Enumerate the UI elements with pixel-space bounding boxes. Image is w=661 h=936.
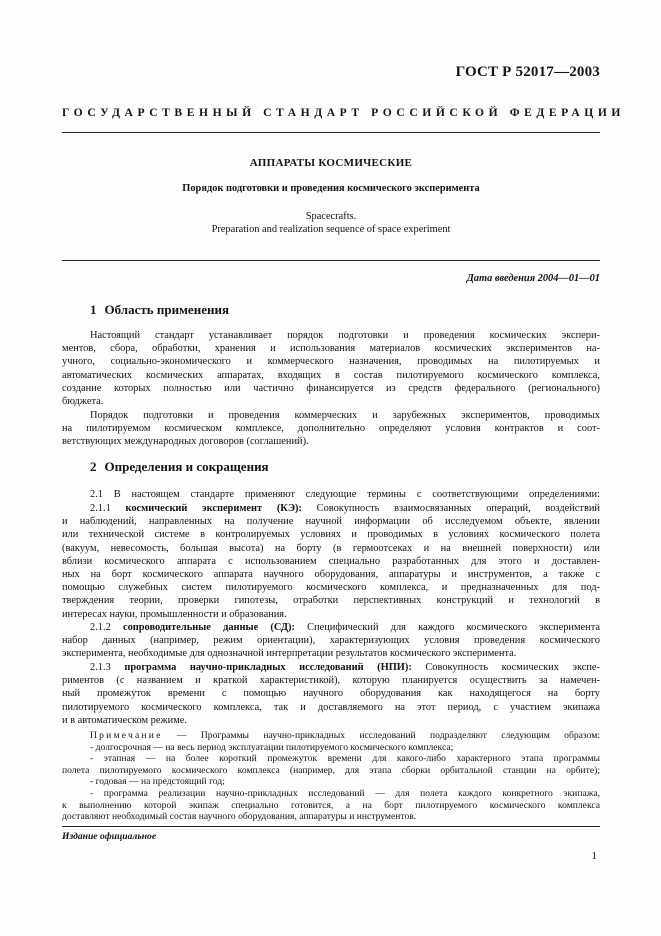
note-start: — Программы научно-прикладных исследований подразделяют следующим образом: <box>162 730 600 741</box>
official-edition-label: Издание официальное <box>62 831 157 842</box>
text-line: или технической системе в контролируемых условиях и проводимых в условиях космического полета <box>62 529 600 541</box>
footer-divider <box>62 826 600 827</box>
text-line: доставляют необходимый состав научного оборудования, аппаратуры и инструментов. <box>62 811 417 823</box>
clause-number: 2.1.3 <box>90 662 111 673</box>
english-title <box>62 211 600 236</box>
definition-start: Специфический для каждого космического эксперимента <box>307 622 600 633</box>
text-line: к выполнению которой экипаж специально готовится, а на борт пилотируемого космического комплекса <box>62 799 600 811</box>
term: космический эксперимент (КЭ): <box>125 503 302 514</box>
text-line: ный промежуток времени с помощью научного оборудования как находящегося на борту <box>62 688 600 700</box>
section-1-number: 1 <box>90 302 97 317</box>
note-block <box>62 730 600 823</box>
text-line: тверждения теории, проверки гипотезы, отработки перспективных конструкций и технологий в <box>62 595 600 607</box>
text-line: Настоящий стандарт устанавливает порядок подготовки и проведения космических экспери- <box>90 330 600 341</box>
clause-2-1-3 <box>62 661 600 727</box>
text-line: и наблюдений, направленных на получение научной информации об исследуемом объекте, явлении <box>62 516 600 528</box>
top-divider <box>62 132 600 133</box>
text-line: ветствующих международных договоров (соглашений). <box>62 436 309 448</box>
text-line: учного, социально-экономического и коммерческого назначения, проводимых на пилотируемых и <box>62 356 600 368</box>
section-1-title: Область применения <box>104 302 229 317</box>
document-number: ГОСТ Р 52017—2003 <box>455 64 600 80</box>
standard-subtitle: Порядок подготовки и проведения космического эксперимента <box>182 183 480 194</box>
clause-2-1 <box>62 488 600 501</box>
standard-title: АППАРАТЫ КОСМИЧЕСКИЕ <box>249 157 413 169</box>
text-line: - годовая — на предстоящий год; <box>90 776 225 788</box>
text-line: - долгосрочная — на весь период эксплуатации пилотируемого космического комплекса; <box>90 741 454 753</box>
text-line: эксперимента, необходимые для однозначной интерпретации результатов космического эксперимента. <box>62 648 517 660</box>
text-line: ментов, сбора, обработки, хранения и использования материалов космических экспериментов на- <box>62 343 600 355</box>
text-line: и в автоматическом режиме. <box>62 714 188 726</box>
section-1-heading <box>90 302 229 318</box>
section-2-title: Определения и сокращения <box>104 459 269 474</box>
text-line: бюджета. <box>62 395 104 407</box>
definition-start: Совокупность взаимосвязанных операций, воздействий <box>316 503 600 514</box>
section-2-number: 2 <box>90 459 97 474</box>
text-line <box>62 730 600 742</box>
text-line: пилотируемого космического комплекса, так и доставляемого на этот период, с участием экипажа <box>62 701 600 713</box>
term: программа научно-прикладных исследований (НПИ): <box>124 662 412 673</box>
text-line: ных на борт космического аппарата научного оборудования, аппаратуры и инструментов, а также с <box>62 568 600 580</box>
text-line: набор данных (например, режим ориентации), характеризующих условия проведения космического <box>62 635 600 647</box>
english-title-line-1: Spacecrafts. <box>305 211 357 222</box>
text-line: - программа реализации научно-прикладных исследований — для полета каждого конкретного экипажа, <box>90 787 600 799</box>
text-line: помощью служебных систем пилотируемого космического комплекса, и предназначенных для под- <box>62 582 600 594</box>
section-2-heading <box>90 459 269 475</box>
term: сопроводительные данные (СД): <box>122 622 295 633</box>
section-1-paragraph-2 <box>62 409 600 449</box>
text-line: - этапная — на более короткий промежуток времени для какого-либо характерного этапа программы <box>90 753 600 765</box>
section-1-paragraph-1 <box>62 329 600 408</box>
page-number: 1 <box>591 850 597 862</box>
english-title-line-2: Preparation and realization sequence of space experiment <box>211 223 451 235</box>
clause-number: 2.1.1 <box>90 503 111 514</box>
text-line: автоматических космических аппаратах, входящих в состав пилотируемого космического комплекса, <box>62 369 600 381</box>
title-divider <box>62 260 600 261</box>
text-line: на пилотируемом космическом комплексе, дополнительно определяют условия контрактов и соот- <box>62 423 600 435</box>
text-line: полета пилотируемого космического комплекса (например, для этапа сборки орбитальной станции на орбите); <box>62 764 600 776</box>
clause-2-1-2 <box>62 621 600 661</box>
state-standard-banner: ГОСУДАРСТВЕННЫЙ СТАНДАРТ РОССИЙСКОЙ ФЕДЕРАЦИИ <box>62 106 625 119</box>
text-line: (вакуум, невесомость, большая высота) на борту (в гермоотсеках и на внешней поверхности) или <box>62 542 600 554</box>
text-line: Порядок подготовки и проведения коммерческих и зарубежных экспериментов, проводимых <box>90 410 600 421</box>
text-line <box>62 502 600 515</box>
text-line: интересах науки, промышленности и образования. <box>62 608 287 620</box>
introduction-date: Дата введения 2004—01—01 <box>466 273 600 284</box>
text-line <box>62 621 600 634</box>
text-line: 2.1 В настоящем стандарте применяют следующие термины с соответствующими определениями: <box>90 489 600 500</box>
text-line: вблизи космического аппарата с использованием специально разработанных для этого и доставлен- <box>62 555 600 567</box>
clause-number: 2.1.2 <box>90 622 111 633</box>
text-line <box>62 661 600 674</box>
note-label: Примечание <box>90 730 163 741</box>
text-line: риментов (с названием и краткой характеристикой), которую планируется осуществить за намечен- <box>62 675 600 687</box>
text-line: создание которых полностью или частично финансируется из средств федерального (регионального) <box>62 382 600 394</box>
definition-start: Совокупность космических экспе- <box>425 662 600 673</box>
clause-2-1-1 <box>62 502 600 621</box>
